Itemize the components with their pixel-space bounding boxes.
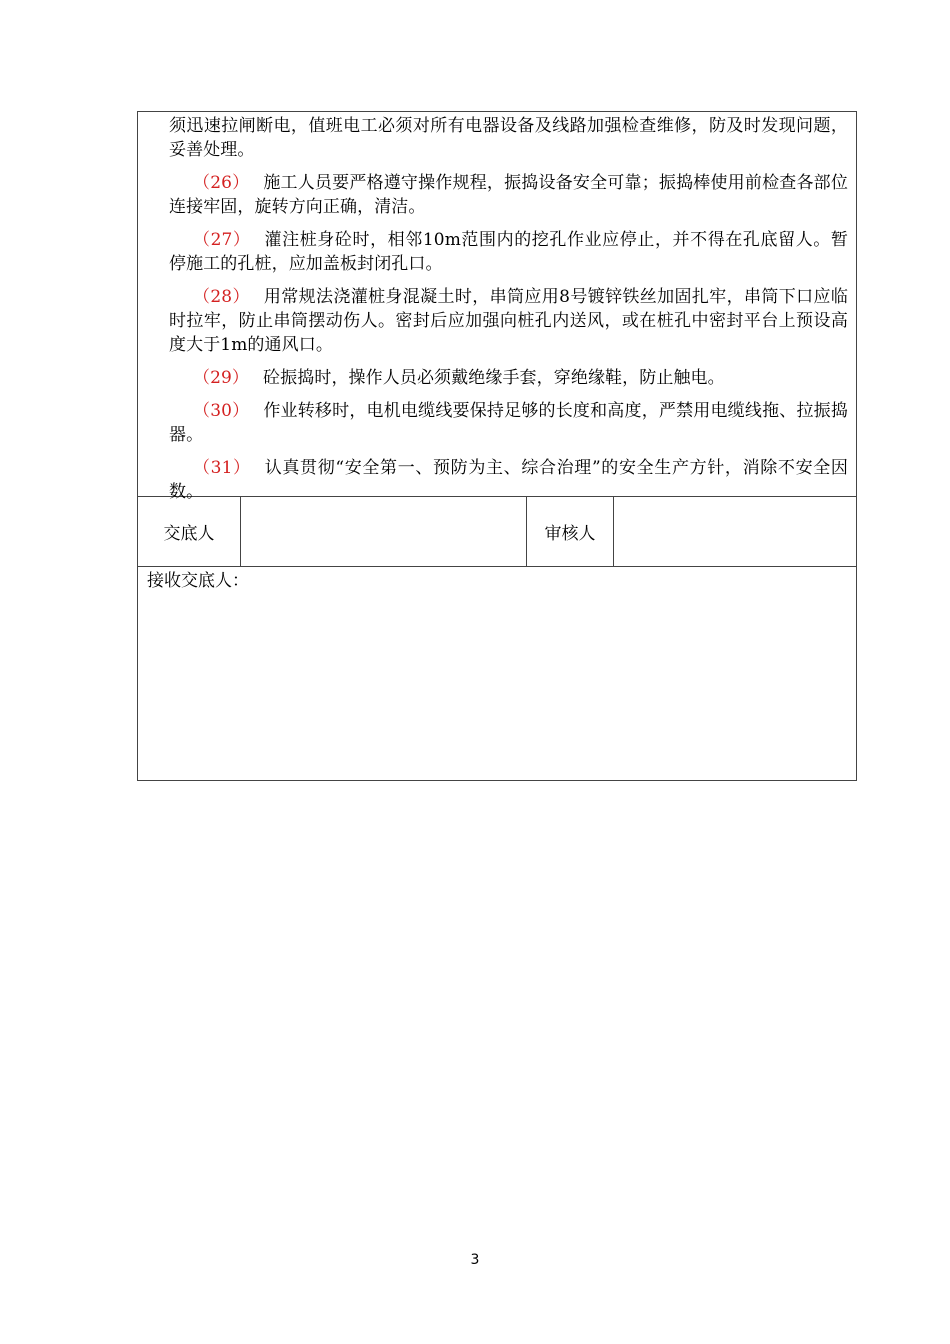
presenter-label: 交底人 <box>138 497 241 566</box>
item-text: 用常规法浇灌桩身混凝土时，串筒应用8号镀锌铁丝加固扎牢，串筒下口应临时拉牢，防止串筒摆动伤人。密封后应加强向桩孔内送风，或在桩孔中密封平台上预设高度大于1m的通风口。 <box>169 287 848 355</box>
receiver-cell[interactable] <box>138 567 856 780</box>
item-text: 施工人员要严格遵守操作规程，振捣设备安全可靠；振捣棒使用前检查各部位连接牢固，旋转方向正确，清洁。 <box>169 173 848 217</box>
item-28 <box>169 285 848 357</box>
page-number: 3 <box>470 1252 480 1268</box>
item-text: 认真贯彻“安全第一、预防为主、综合治理”的安全生产方针，消除不安全因数。 <box>169 458 848 502</box>
content-cell <box>138 112 856 502</box>
item-number: （26） <box>193 173 250 193</box>
item-number: （31） <box>193 458 251 478</box>
item-text: 灌注桩身砼时，相邻10m范围内的挖孔作业应停止，并不得在孔底留人。暂停施工的孔桩，应加盖板封闭孔口。 <box>169 230 848 274</box>
item-number: （29） <box>193 368 250 388</box>
item-30 <box>169 399 848 447</box>
item-number: （28） <box>193 287 250 307</box>
item-27 <box>169 228 848 276</box>
reviewer-label: 审核人 <box>527 497 614 566</box>
item-text: 作业转移时，电机电缆线要保持足够的长度和高度，严禁用电缆线拖、拉振捣器。 <box>169 401 848 445</box>
receiver-label: 接收交底人： <box>147 571 249 591</box>
signature-row <box>138 497 856 567</box>
item-29 <box>169 366 848 390</box>
presenter-field[interactable] <box>241 497 527 566</box>
item-text: 砼振捣时，操作人员必须戴绝缘手套，穿绝缘鞋，防止触电。 <box>263 368 725 388</box>
item-number: （30） <box>193 401 250 421</box>
disclosure-table <box>137 111 857 781</box>
reviewer-field[interactable] <box>614 497 856 566</box>
item-26 <box>169 171 848 219</box>
intro-paragraph: 须迅速拉闸断电，值班电工必须对所有电器设备及线路加强检查维修，防及时发现问题，妥善处理。 <box>169 116 848 160</box>
item-number: （27） <box>193 230 251 250</box>
